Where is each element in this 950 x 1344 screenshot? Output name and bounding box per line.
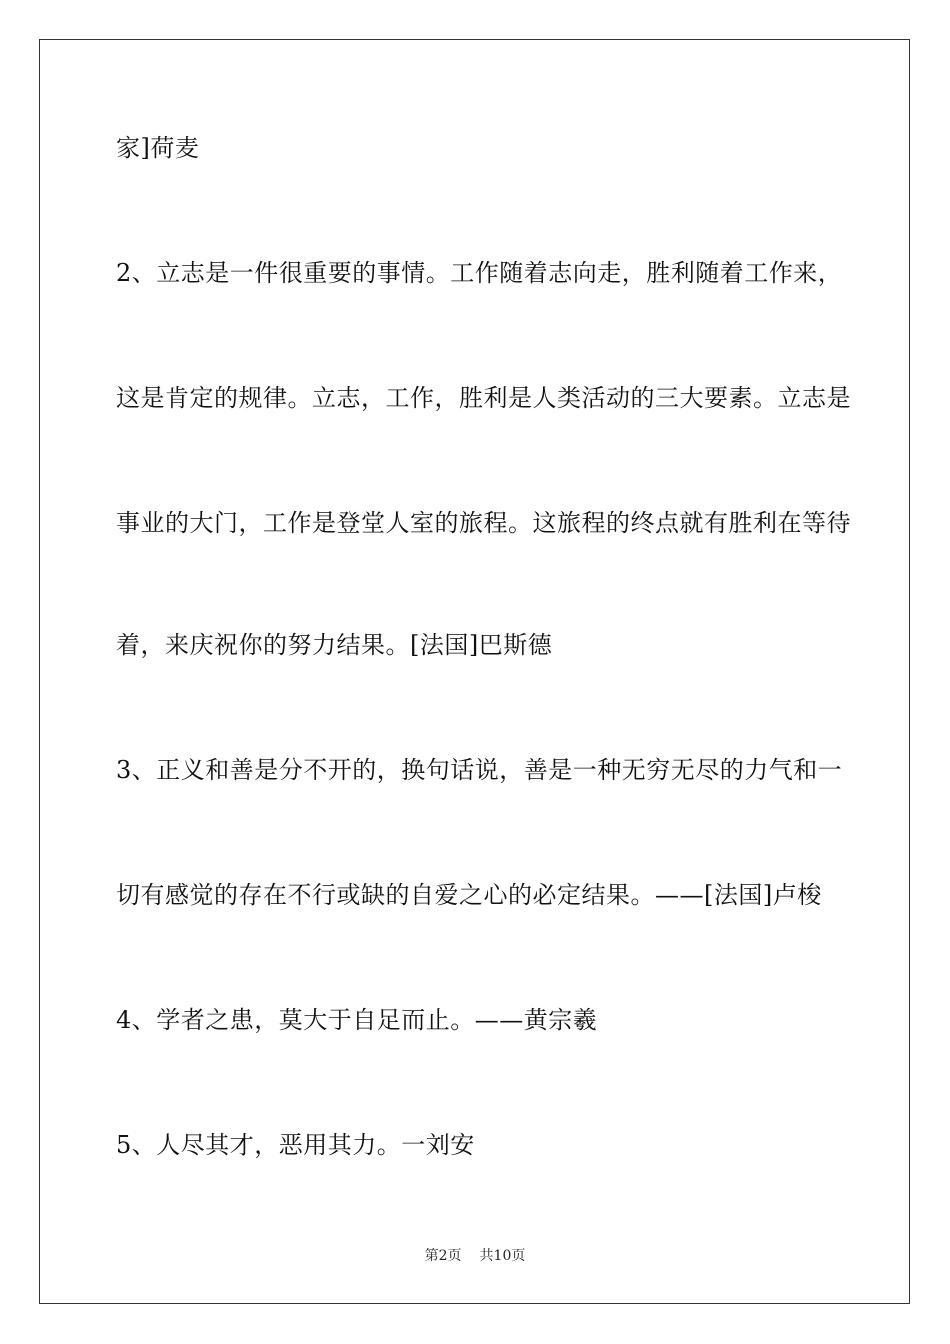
text-line-1: 家]荷麦: [116, 134, 200, 162]
text-line-8: 4、学者之患，莫大于自足而止。——黄宗羲: [116, 1006, 598, 1034]
total-pages: 共10页: [479, 1248, 526, 1264]
text-line-2: 2、立志是一件很重要的事情。工作随着志向走，胜利随着工作来，: [116, 259, 843, 287]
text-line-6: 3、正义和善是分不开的，换句话说，善是一种无穷无尽的力气和一: [116, 756, 843, 784]
text-line-5: 着，来庆祝你的努力结果。[法国]巴斯德: [116, 631, 553, 659]
text-line-9: 5、人尽其才，恶用其力。一刘安: [116, 1131, 475, 1159]
page-footer: [0, 1247, 950, 1265]
text-line-7: 切有感觉的存在不行或缺的自爱之心的必定结果。——[法国]卢梭: [116, 881, 822, 909]
text-line-3: 这是肯定的规律。立志，工作，胜利是人类活动的三大要素。立志是: [116, 384, 851, 412]
page-border: [39, 39, 910, 1304]
page-number: 第2页: [424, 1248, 462, 1264]
text-line-4: 事业的大门，工作是登堂人室的旅程。这旅程的终点就有胜利在等待: [116, 509, 851, 537]
